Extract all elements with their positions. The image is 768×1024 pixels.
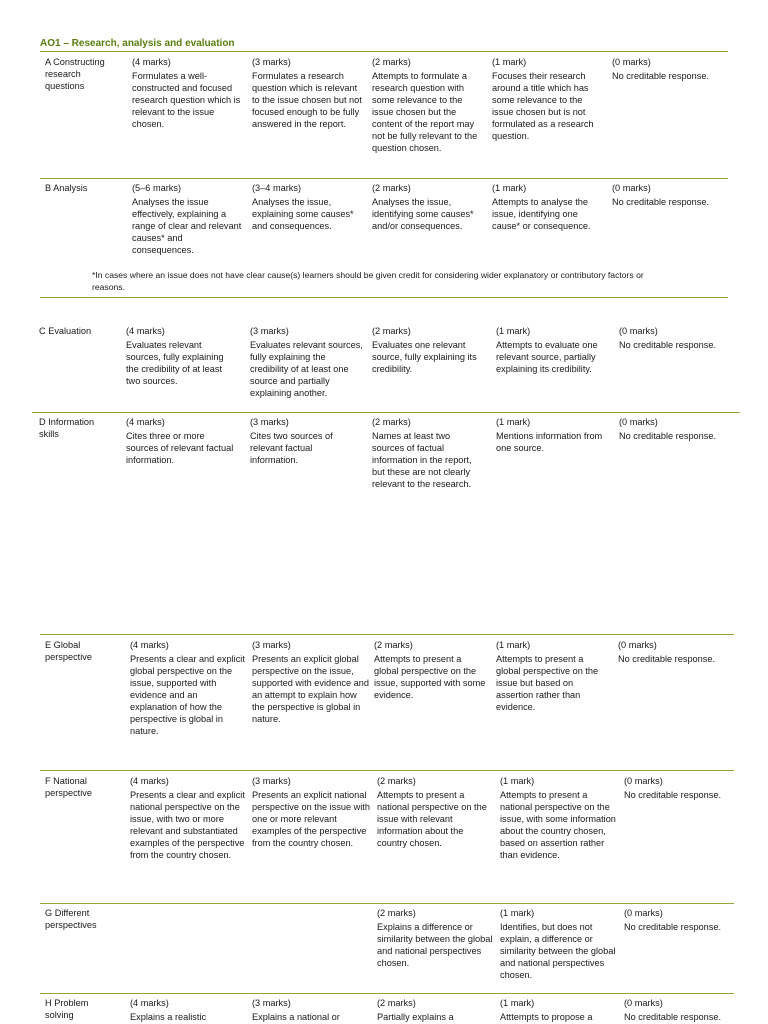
marks-label: (2 marks) (372, 417, 411, 427)
band-1 (492, 182, 604, 232)
band-description: Evaluates relevant sources, fully explaining the credibility of at least two sources. (126, 340, 224, 386)
band-2 (377, 907, 493, 969)
band-2 (372, 182, 484, 232)
band-description: Identifies, but does not explain, a difference or similarity between the global and national perspectives chosen. (500, 922, 616, 980)
band-3-empty (252, 907, 364, 909)
marks-label: (2 marks) (374, 640, 413, 650)
criterion-label: E Global perspective (45, 640, 92, 662)
band-description: Attempts to present a national perspective on the issue with relevant information about the country chosen. (377, 790, 487, 848)
band-description: No creditable response. (624, 790, 722, 800)
marks-label: (0 marks) (624, 908, 663, 918)
rule-e-f (40, 770, 734, 771)
band-description: No creditable response. (624, 1012, 722, 1022)
band-description: Mentions information from one source. (496, 431, 603, 453)
marks-label: (4 marks) (126, 326, 165, 336)
band-description: Analyses the issue, identifying some causes* and/or consequences. (372, 197, 474, 231)
band-description: Evaluates one relevant source, fully explaining its credibility. (372, 340, 477, 374)
band-description: Attempts to present a global perspective on the issue but based on assertion rather than evidence. (496, 654, 599, 712)
rule-e-top (40, 634, 734, 635)
band-description: No creditable response. (624, 922, 722, 932)
marks-label: (1 mark) (496, 326, 531, 336)
marks-label: (4 marks) (130, 998, 169, 1008)
band-4 (126, 416, 238, 466)
criterion-label: G Different perspectives (45, 908, 97, 930)
rule-b-end (40, 297, 728, 298)
band-description: No creditable response. (612, 197, 710, 207)
marks-label: (1 mark) (500, 776, 535, 786)
band-description: Names at least two sources of factual information in the report, but these are not clearly relevant to the research. (372, 431, 472, 489)
band-2 (372, 416, 484, 490)
marks-label: (3 marks) (252, 640, 291, 650)
band-description: No creditable response. (618, 654, 716, 664)
marks-label: (4 marks) (130, 640, 169, 650)
marks-label: (2 marks) (377, 776, 416, 786)
band-1 (496, 639, 608, 713)
marks-label: (2 marks) (372, 57, 411, 67)
band-0 (612, 182, 728, 208)
band-3 (250, 416, 362, 466)
band-description: No creditable response. (619, 340, 717, 350)
marks-label: (0 marks) (624, 776, 663, 786)
band-description: Attempts to present a global perspective on the issue, supported with some evidence. (374, 654, 486, 700)
marks-label: (2 marks) (372, 326, 411, 336)
criterion-label: B Analysis (45, 183, 88, 193)
band-2 (374, 639, 486, 701)
band-description: Evaluates relevant sources, fully explaining the credibility of at least one source and partially explaining another. (250, 340, 363, 398)
band-description: Presents an explicit national perspective on the issue with one or more relevant examples of the perspective from the country chosen. (252, 790, 370, 848)
band-description: Attempts to evaluate one relevant source, partially explaining its credibility. (496, 340, 598, 374)
rule-top (40, 51, 728, 52)
band-1 (496, 325, 608, 375)
criterion-label: C Evaluation (39, 326, 92, 336)
band-2 (377, 775, 489, 849)
band-3-4 (252, 182, 364, 232)
criterion-label: F National perspective (45, 776, 92, 798)
band-0 (619, 325, 737, 351)
band-0 (618, 639, 736, 665)
marks-label: (2 marks) (372, 183, 411, 193)
band-description: Presents a clear and explicit national perspective on the issue, with two or more relevant and substantiated examples of the perspective from the country chosen. (130, 790, 245, 860)
marks-label: (0 marks) (612, 57, 651, 67)
band-5-6 (132, 182, 246, 256)
marks-label: (4 marks) (126, 417, 165, 427)
band-2 (377, 997, 493, 1023)
marks-label: (1 mark) (492, 183, 527, 193)
band-2 (372, 56, 484, 154)
band-4-empty (130, 907, 242, 909)
band-description: Explains a realistic (130, 1012, 207, 1022)
band-description: No creditable response. (619, 431, 717, 441)
footnote-cause: *In cases where an issue does not have clear cause(s) learners should be given credit for considering wider explanatory or contributory factors or reasons. (92, 270, 644, 292)
marks-label: (3 marks) (250, 417, 289, 427)
band-3 (252, 775, 372, 849)
marks-label: (0 marks) (618, 640, 657, 650)
marks-label: (3–4 marks) (252, 183, 302, 193)
marks-label: (1 mark) (496, 640, 531, 650)
band-description: Analyses the issue effectively, explaining a range of clear and relevant causes* and consequences. (132, 197, 242, 255)
band-4 (130, 639, 246, 737)
marks-label: (3 marks) (252, 776, 291, 786)
marks-label: (1 mark) (500, 908, 535, 918)
section-title: AO1 – Research, analysis and evaluation (40, 38, 235, 49)
band-description: Attempts to analyse the issue, identifying one cause* or consequence. (492, 197, 591, 231)
criterion-label: D Information skills (39, 417, 95, 439)
band-1 (492, 56, 604, 142)
band-description: Cites two sources of relevant factual information. (250, 431, 333, 465)
band-0 (624, 907, 740, 933)
band-4 (132, 56, 244, 130)
criterion-label: H Problem solving (45, 998, 89, 1020)
band-0 (619, 416, 739, 442)
band-description: Explains a national or (252, 1012, 340, 1022)
band-description: Attempts to present a national perspective on the issue, with some information about the country chosen, based on assertion rather than evidence. (500, 790, 616, 860)
band-description: Atttempts to propose a (500, 1012, 593, 1022)
band-1 (500, 775, 618, 861)
criterion-label: A Constructing research questions (45, 57, 105, 91)
marks-label: (2 marks) (377, 908, 416, 918)
band-description: Formulates a well-constructed and focused research question which is relevant to the issue chosen. (132, 71, 241, 129)
rule-c-d (32, 412, 740, 413)
band-3 (252, 639, 370, 725)
marks-label: (4 marks) (130, 776, 169, 786)
band-3 (252, 56, 364, 130)
band-description: No creditable response. (612, 71, 710, 81)
rule-a-b (40, 178, 728, 179)
marks-label: (0 marks) (619, 326, 658, 336)
band-0 (612, 56, 728, 82)
marks-label: (0 marks) (612, 183, 651, 193)
band-description: Presents a clear and explicit global perspective on the issue, supported with evidence and an explanation of how the perspective is global in nature. (130, 654, 245, 736)
marks-label: (3 marks) (252, 57, 291, 67)
band-description: Attempts to formulate a research question with some relevance to the issue chosen but the content of the report may not be fully relevant to the question chosen. (372, 71, 478, 153)
marks-label: (1 mark) (500, 998, 535, 1008)
band-1 (496, 416, 608, 454)
marks-label: (1 mark) (492, 57, 527, 67)
band-4 (126, 325, 238, 387)
band-0 (624, 775, 740, 801)
band-description: Cites three or more sources of relevant factual information. (126, 431, 234, 465)
marks-label: (2 marks) (377, 998, 416, 1008)
band-3 (252, 997, 372, 1023)
marks-label: (4 marks) (132, 57, 171, 67)
band-2 (372, 325, 488, 375)
marks-label: (0 marks) (624, 998, 663, 1008)
marks-label: (5–6 marks) (132, 183, 182, 193)
rule-g-h (40, 993, 734, 994)
band-4 (130, 997, 248, 1023)
band-description: Explains a difference or similarity between the global and national perspectives chosen. (377, 922, 493, 968)
band-3 (250, 325, 366, 399)
marks-label: (0 marks) (619, 417, 658, 427)
band-description: Presents an explicit global perspective on the issue, supported with evidence and an attempt to explain how the perspective is global in nature. (252, 654, 369, 724)
band-0 (624, 997, 740, 1023)
band-description: Focuses their research around a title which has some relevance to the issue chosen but is not formulated as a research question. (492, 71, 594, 141)
band-description: Partially explains a (377, 1012, 454, 1022)
marks-label: (3 marks) (250, 326, 289, 336)
marks-label: (3 marks) (252, 998, 291, 1008)
marks-label: (1 mark) (496, 417, 531, 427)
band-4 (130, 775, 248, 861)
rule-f-g (40, 903, 734, 904)
band-description: Formulates a research question which is relevant to the issue chosen but not focused enough to be fully answered in the report. (252, 71, 362, 129)
band-description: Analyses the issue, explaining some causes* and consequences. (252, 197, 354, 231)
band-1 (500, 907, 616, 981)
band-1 (500, 997, 618, 1023)
